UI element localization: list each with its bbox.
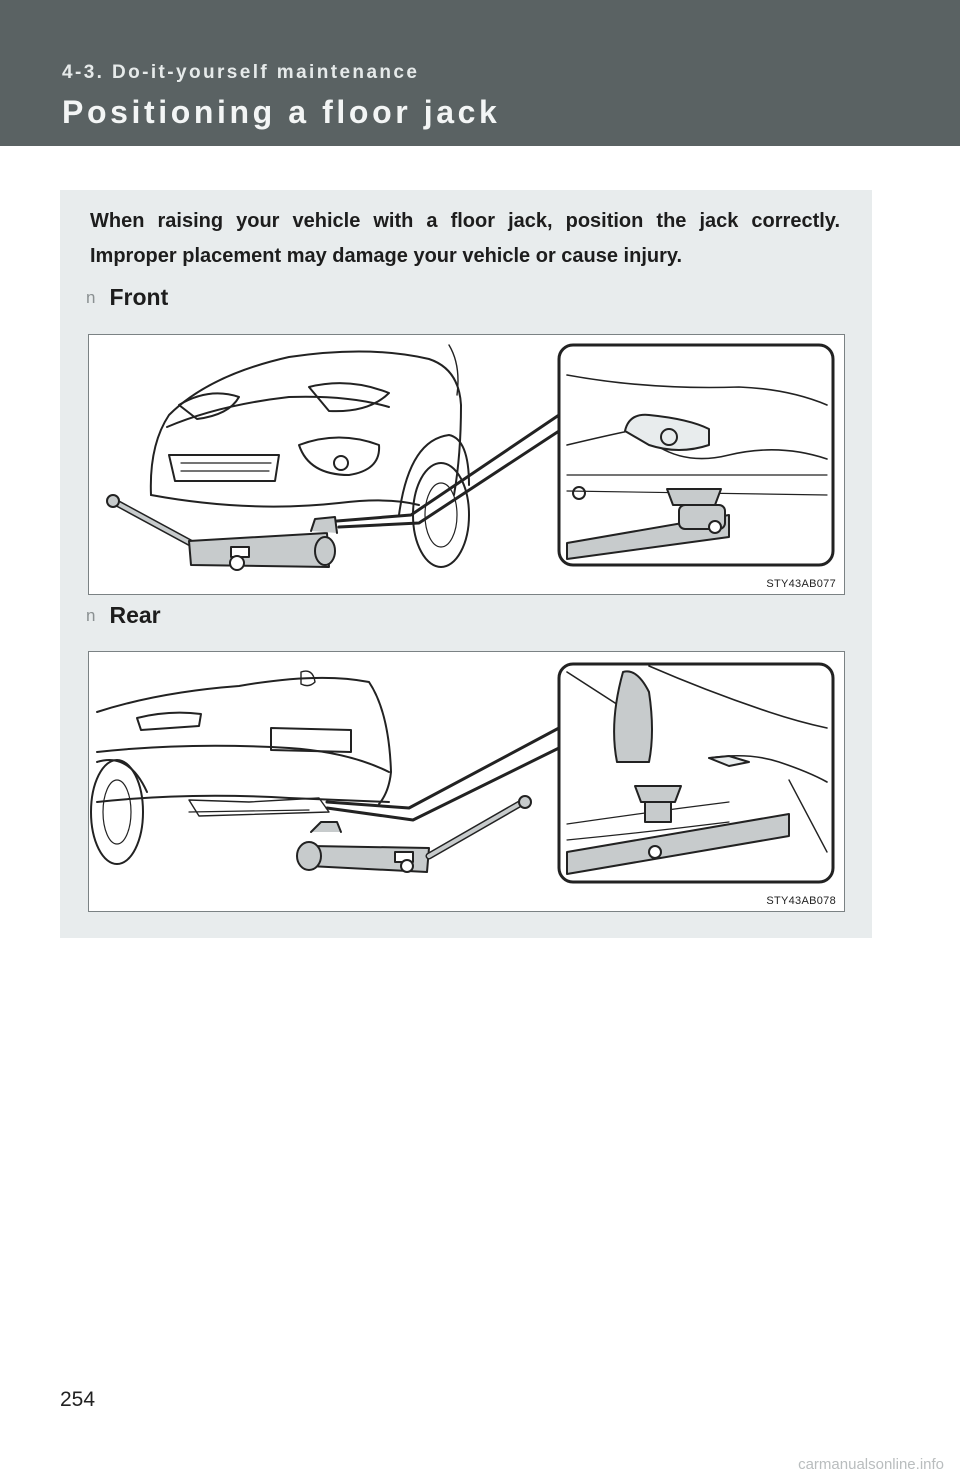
rear-illustration <box>89 652 845 912</box>
watermark: carmanualsonline.info <box>798 1456 944 1473</box>
subhead-rear-label: Rear <box>109 602 161 628</box>
subhead-front <box>86 284 168 311</box>
figure-code-front: STY43AB077 <box>766 578 836 590</box>
intro-text: When raising your vehicle with a floor jack, position the jack correctly. Improper placement may damage your vehicle or cause injury. <box>90 210 840 267</box>
figure-code-rear: STY43AB078 <box>766 895 836 907</box>
subhead-front-label: Front <box>109 284 169 310</box>
bullet-icon: n <box>86 288 96 307</box>
page-header <box>0 0 960 146</box>
page-title: Positioning a floor jack <box>62 94 501 130</box>
content-box <box>60 190 872 938</box>
front-illustration <box>89 335 845 595</box>
figure-front-jack-point <box>88 334 845 595</box>
section-label: 4-3. Do-it-yourself maintenance <box>62 62 420 83</box>
figure-rear-jack-point <box>88 651 845 912</box>
bullet-icon: n <box>86 606 96 625</box>
page-number: 254 <box>60 1388 96 1411</box>
subhead-rear <box>86 602 161 629</box>
